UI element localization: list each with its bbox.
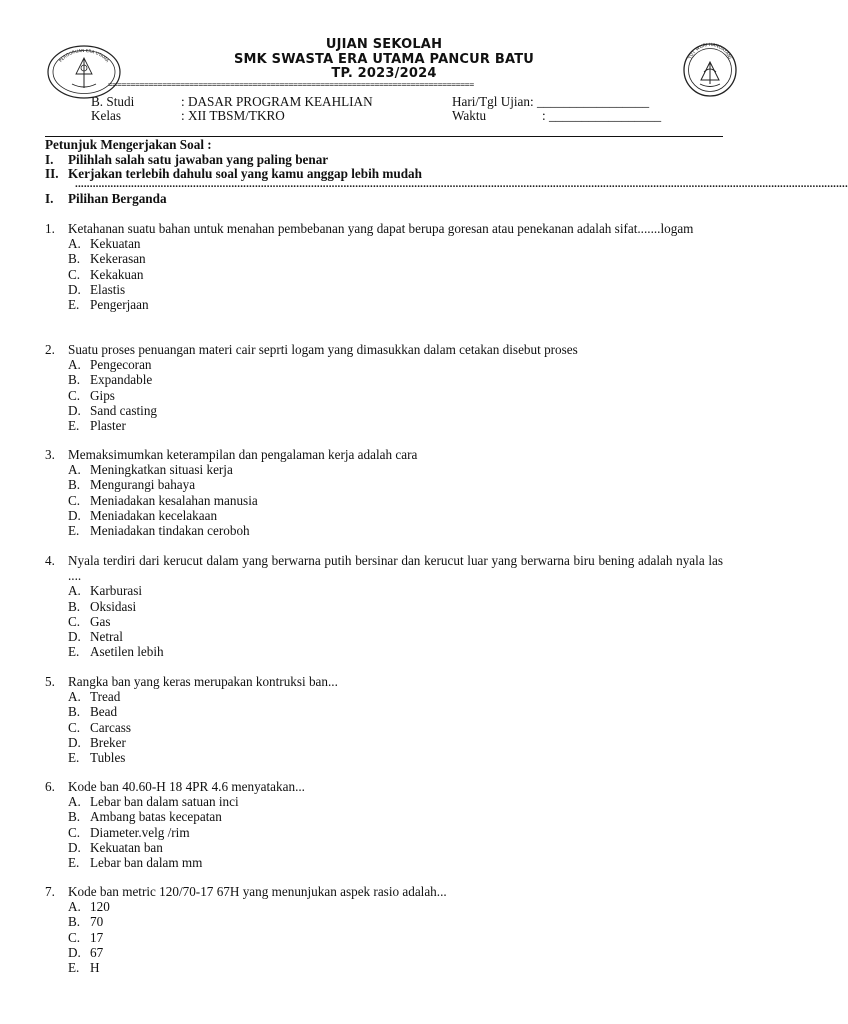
option-letter: C. [68,266,81,282]
answer-option [45,297,723,312]
waktu-value: : _________________ [542,108,662,123]
option-letter: B. [68,704,81,720]
question-stem [45,342,723,357]
option-text: Meningkatkan situasi kerja [90,462,233,478]
question-stem [45,884,723,899]
option-letter: D. [68,839,81,855]
question-stem [45,553,723,583]
studi-value: : DASAR PROGRAM KEAHLIAN [181,94,373,109]
kelas-value: : XII TBSM/TKRO [181,108,285,123]
instruction-item [45,153,422,168]
instructions [45,138,422,182]
option-text: Gas [90,613,111,629]
studi-label: B. Studi [91,94,135,109]
option-text: 70 [90,914,104,930]
answer-option [45,930,723,945]
option-text: Lebar ban dalam satuan inci [90,794,239,810]
option-text: Pengecoran [90,357,152,373]
question-text: Nyala terdiri dari kerucut dalam yang berwarna putih bersinar dan kerucut luar yang berwarna biru bening adalah nyala las .... [68,553,723,584]
question-item [45,447,723,538]
answer-option [45,403,723,418]
option-text: Sand casting [90,402,158,418]
header-divider: ================================================================================= [108,80,474,89]
option-letter: E. [68,418,80,434]
option-text: Meniadakan kesalahan manusia [90,492,258,508]
answer-option [45,508,723,523]
header-school-name: SMK SWASTA ERA UTAMA PANCUR BATU [233,51,535,67]
answer-option [45,689,723,704]
option-letter: C. [68,929,81,945]
option-letter: A. [68,689,81,705]
answer-option [45,914,723,929]
option-letter: A. [68,899,81,915]
option-letter: E. [68,297,80,313]
option-text: Breker [90,734,126,750]
option-letter: D. [68,734,81,750]
question-text: Rangka ban yang keras merupakan kontruksi ban... [68,674,338,689]
option-text: 67 [90,944,104,960]
section-number: I. [45,191,54,206]
answer-option [45,720,723,735]
question-number: 3. [45,447,55,462]
answer-option [45,960,723,975]
option-text: Meniadakan tindakan ceroboh [90,523,250,539]
answer-option [45,357,723,372]
option-text: Bead [90,704,118,720]
option-text: Kekuatan ban [90,839,163,855]
option-text: Gips [90,387,115,403]
question-text: Ketahanan suatu bahan untuk menahan pembebanan yang dapat berupa goresan atau penekanan adalah sifat.......logam [68,221,694,236]
question-number: 1. [45,221,55,236]
option-letter: E. [68,855,80,871]
option-letter: D. [68,944,81,960]
option-text: Netral [90,629,123,645]
waktu-label: Waktu [452,108,487,123]
answer-option [45,704,723,719]
question-text: Suatu proses penuangan materi cair seprti logam yang dimasukkan dalam cetakan disebut proses [68,342,578,357]
kelas-label: Kelas [91,108,122,123]
option-text: Diameter.velg /rim [90,824,190,840]
option-text: Karburasi [90,583,142,599]
answer-option [45,493,723,508]
answer-option [45,388,723,403]
answer-option [45,599,723,614]
question-stem [45,221,723,236]
question-text: Kode ban 40.60-H 18 4PR 4.6 menyatakan... [68,779,305,794]
question-number: 5. [45,674,55,689]
question-item [45,342,723,433]
section-title: Pilihan Berganda [68,191,167,206]
option-text: Kekakuan [90,266,144,282]
option-letter: D. [68,402,81,418]
answer-option [45,809,723,824]
question-item [45,779,723,870]
option-letter: D. [68,281,81,297]
answer-option [45,735,723,750]
answer-option [45,825,723,840]
question-number: 4. [45,553,55,568]
option-letter: A. [68,794,81,810]
option-text: Mengurangi bahaya [90,477,196,493]
option-letter: A. [68,236,81,252]
answer-option [45,583,723,598]
option-letter: C. [68,824,81,840]
answer-option [45,462,723,477]
question-text: Memaksimumkan keterampilan dan pengalaman kerja adalah cara [68,447,418,462]
option-text: 120 [90,899,110,915]
header-title: UJIAN SEKOLAH [325,37,443,52]
option-text: H [90,960,100,976]
answer-option [45,282,723,297]
option-letter: B. [68,598,81,614]
answer-option [45,477,723,492]
option-text: Carcass [90,719,132,735]
school-logo-text: PERGURUAN ERA UTAMA [57,47,111,64]
option-text: Lebar ban dalam mm [90,855,203,871]
option-letter: B. [68,809,81,825]
option-letter: E. [68,960,80,976]
question-stem [45,779,723,794]
option-text: Pengerjaan [90,297,149,313]
answer-option [45,945,723,960]
question-item [45,553,723,659]
question-stem [45,447,723,462]
header-school-year: TP. 2023/2024 [331,66,437,81]
option-letter: B. [68,372,81,388]
instruction-number: I. [45,151,54,167]
question-number: 2. [45,342,55,357]
answer-option [45,750,723,765]
question-item [45,221,723,312]
question-text: Kode ban metric 120/70-17 67H yang menunjukan aspek rasio adalah... [68,884,447,899]
answer-option [45,840,723,855]
option-letter: E. [68,523,80,539]
answer-option [45,523,723,538]
question-item [45,674,723,765]
option-letter: E. [68,644,80,660]
section-heading [45,191,167,206]
option-text: Kekerasan [90,251,146,267]
option-letter: C. [68,492,81,508]
option-letter: B. [68,914,81,930]
exam-header [0,38,768,82]
answer-option [45,899,723,914]
answer-option [45,251,723,266]
option-letter: A. [68,583,81,599]
option-text: Plaster [90,418,126,434]
answer-option [45,267,723,282]
option-text: Meniadakan kecelakaan [90,507,218,523]
answer-option [45,372,723,387]
answer-option [45,644,723,659]
dotted-separator: ...................................................................................................................................................................................................................................................................... [75,178,848,190]
instructions-title: Petunjuk Mengerjakan Soal : [45,137,212,152]
option-text: Oksidasi [90,598,137,614]
option-text: Ambang batas kecepatan [90,809,222,825]
instruction-text: Kerjakan terlebih dahulu soal yang kamu anggap lebih mudah [68,166,422,181]
option-text: Tread [90,689,121,705]
question-number: 6. [45,779,55,794]
option-letter: C. [68,613,81,629]
option-letter: E. [68,750,80,766]
question-stem [45,674,723,689]
option-text: Asetilen lebih [90,644,164,660]
answer-option [45,855,723,870]
answer-option [45,418,723,433]
option-letter: C. [68,719,81,735]
instruction-number: II. [45,166,59,181]
option-letter: C. [68,387,81,403]
option-letter: A. [68,357,81,373]
option-letter: D. [68,507,81,523]
answer-option [45,794,723,809]
option-letter: B. [68,477,81,493]
option-letter: D. [68,629,81,645]
option-text: Tubles [90,750,126,766]
answer-option [45,236,723,251]
question-item [45,884,723,975]
question-number: 7. [45,884,55,899]
instruction-text: Pilihlah salah satu jawaban yang paling benar [68,151,329,167]
option-text: Elastis [90,281,126,297]
option-text: Expandable [90,372,153,388]
option-letter: A. [68,462,81,478]
option-text: Kekuatan [90,236,141,252]
option-letter: B. [68,251,81,267]
hari-tgl-field: Hari/Tgl Ujian: _________________ [452,94,650,109]
tut-wuri-logo-text: TUT WURI HANDAYANI [688,42,732,61]
answer-option [45,629,723,644]
option-text: 17 [90,929,104,945]
answer-option [45,614,723,629]
